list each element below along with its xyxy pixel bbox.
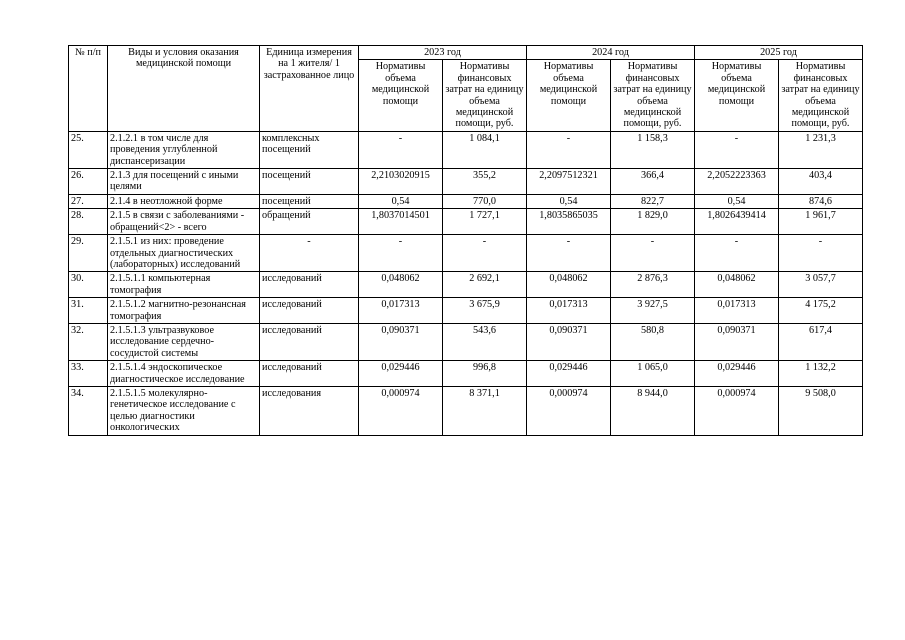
volume-2024: 2,2097512321 (527, 169, 611, 195)
row-name: 2.1.2.1 в том числе для проведения углубленной диспансеризации (108, 131, 260, 168)
header-norm-cost-2025: Нормативы финансовых затрат на единицу объема медицинской помощи, руб. (779, 60, 863, 131)
row-unit: - (260, 235, 359, 272)
cost-2025: 617,4 (779, 323, 863, 360)
volume-2023: - (359, 235, 443, 272)
volume-2023: 0,54 (359, 194, 443, 208)
header-norm-cost-2024: Нормативы финансовых затрат на единицу объема медицинской помощи, руб. (611, 60, 695, 131)
row-name: 2.1.5.1.2 магнитно-резонансная томография (108, 298, 260, 324)
table-header (69, 46, 863, 132)
row-unit: исследований (260, 323, 359, 360)
row-name: 2.1.5.1.1 компьютерная томография (108, 272, 260, 298)
header-year-2025: 2025 год (695, 46, 863, 60)
row-num: 30. (69, 272, 108, 298)
volume-2023: 0,048062 (359, 272, 443, 298)
row-unit: исследований (260, 272, 359, 298)
volume-2023: 0,017313 (359, 298, 443, 324)
cost-2023: 355,2 (443, 169, 527, 195)
row-num: 33. (69, 361, 108, 387)
volume-2025: 1,8026439414 (695, 209, 779, 235)
row-name: 2.1.5 в связи с заболеваниями - обращений<2> - всего (108, 209, 260, 235)
row-num: 26. (69, 169, 108, 195)
header-row-years (69, 46, 863, 60)
row-unit: посещений (260, 169, 359, 195)
table-row (69, 386, 863, 435)
row-name: 2.1.4 в неотложной форме (108, 194, 260, 208)
cost-2024: 822,7 (611, 194, 695, 208)
cost-2025: - (779, 235, 863, 272)
cost-2025: 1 231,3 (779, 131, 863, 168)
row-unit: комплексных посещений (260, 131, 359, 168)
cost-2024: 3 927,5 (611, 298, 695, 324)
cost-2024: 8 944,0 (611, 386, 695, 435)
row-name: 2.1.3 для посещений с иными целями (108, 169, 260, 195)
table-row (69, 194, 863, 208)
header-unit: Единица измерения на 1 жителя/ 1 застрахованное лицо (260, 46, 359, 132)
row-name: 2.1.5.1.5 молекулярно-генетическое исследование с целью диагностики онкологических (108, 386, 260, 435)
row-num: 28. (69, 209, 108, 235)
cost-2025: 3 057,7 (779, 272, 863, 298)
volume-2024: 0,048062 (527, 272, 611, 298)
cost-2025: 403,4 (779, 169, 863, 195)
cost-2023: 3 675,9 (443, 298, 527, 324)
cost-2023: 1 084,1 (443, 131, 527, 168)
volume-2023: - (359, 131, 443, 168)
volume-2023: 2,2103020915 (359, 169, 443, 195)
cost-2024: 2 876,3 (611, 272, 695, 298)
row-num: 32. (69, 323, 108, 360)
cost-2024: 1 065,0 (611, 361, 695, 387)
row-name: 2.1.5.1.4 эндоскопическое диагностическое исследование (108, 361, 260, 387)
row-name: 2.1.5.1 из них: проведение отдельных диагностических (лабораторных) исследований (108, 235, 260, 272)
norms-table (68, 45, 863, 436)
header-norm-volume-2025: Нормативы объема медицинской помощи (695, 60, 779, 131)
volume-2024: 0,090371 (527, 323, 611, 360)
cost-2023: 996,8 (443, 361, 527, 387)
row-name: 2.1.5.1.3 ультразвуковое исследование сердечно-сосудистой системы (108, 323, 260, 360)
row-num: 29. (69, 235, 108, 272)
header-year-2024: 2024 год (527, 46, 695, 60)
volume-2024: 0,017313 (527, 298, 611, 324)
table-body (69, 131, 863, 435)
volume-2025: - (695, 235, 779, 272)
cost-2025: 874,6 (779, 194, 863, 208)
header-year-2023: 2023 год (359, 46, 527, 60)
cost-2025: 1 132,2 (779, 361, 863, 387)
volume-2024: 0,029446 (527, 361, 611, 387)
row-unit: исследований (260, 298, 359, 324)
row-unit: обращений (260, 209, 359, 235)
table-row (69, 361, 863, 387)
cost-2025: 9 508,0 (779, 386, 863, 435)
cost-2024: 580,8 (611, 323, 695, 360)
volume-2023: 0,090371 (359, 323, 443, 360)
volume-2025: 0,029446 (695, 361, 779, 387)
row-num: 34. (69, 386, 108, 435)
cost-2025: 4 175,2 (779, 298, 863, 324)
volume-2023: 0,029446 (359, 361, 443, 387)
volume-2025: 2,2052223363 (695, 169, 779, 195)
cost-2023: 1 727,1 (443, 209, 527, 235)
volume-2024: 0,000974 (527, 386, 611, 435)
header-kind: Виды и условия оказания медицинской помощи (108, 46, 260, 132)
volume-2025: 0,017313 (695, 298, 779, 324)
row-num: 31. (69, 298, 108, 324)
row-num: 25. (69, 131, 108, 168)
cost-2025: 1 961,7 (779, 209, 863, 235)
header-norm-cost-2023: Нормативы финансовых затрат на единицу объема медицинской помощи, руб. (443, 60, 527, 131)
row-unit: исследования (260, 386, 359, 435)
cost-2024: 366,4 (611, 169, 695, 195)
header-norm-volume-2024: Нормативы объема медицинской помощи (527, 60, 611, 131)
volume-2024: 0,54 (527, 194, 611, 208)
volume-2025: 0,000974 (695, 386, 779, 435)
table-row (69, 272, 863, 298)
row-unit: исследований (260, 361, 359, 387)
cost-2023: 543,6 (443, 323, 527, 360)
volume-2025: - (695, 131, 779, 168)
volume-2023: 1,8037014501 (359, 209, 443, 235)
volume-2025: 0,090371 (695, 323, 779, 360)
table-row (69, 323, 863, 360)
volume-2025: 0,048062 (695, 272, 779, 298)
table-row (69, 235, 863, 272)
row-unit: посещений (260, 194, 359, 208)
cost-2023: 770,0 (443, 194, 527, 208)
table-row (69, 298, 863, 324)
header-norm-volume-2023: Нормативы объема медицинской помощи (359, 60, 443, 131)
header-num: № п/п (69, 46, 108, 132)
volume-2024: - (527, 235, 611, 272)
cost-2024: - (611, 235, 695, 272)
cost-2023: 8 371,1 (443, 386, 527, 435)
volume-2023: 0,000974 (359, 386, 443, 435)
volume-2025: 0,54 (695, 194, 779, 208)
volume-2024: - (527, 131, 611, 168)
cost-2024: 1 158,3 (611, 131, 695, 168)
row-num: 27. (69, 194, 108, 208)
volume-2024: 1,8035865035 (527, 209, 611, 235)
table-row (69, 169, 863, 195)
table-row (69, 131, 863, 168)
cost-2023: 2 692,1 (443, 272, 527, 298)
cost-2023: - (443, 235, 527, 272)
cost-2024: 1 829,0 (611, 209, 695, 235)
table-row (69, 209, 863, 235)
